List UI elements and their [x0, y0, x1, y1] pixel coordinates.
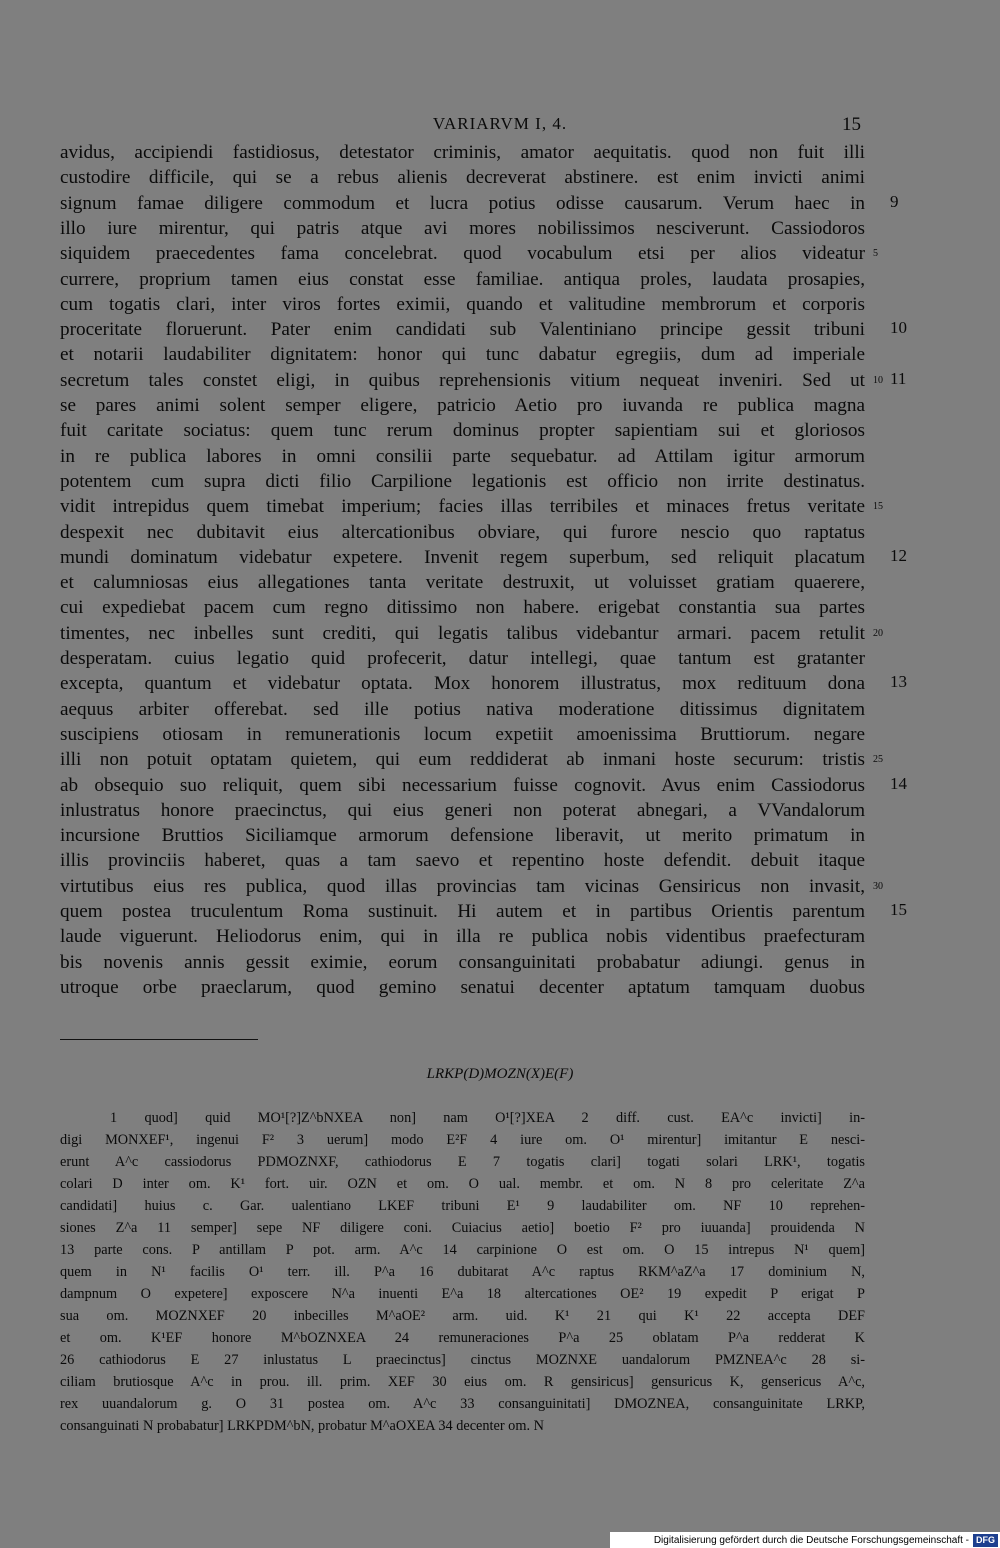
line-number: 25	[873, 754, 883, 766]
text-line: illo iure mirentur, qui patris atque avi mores nobilissimos nesciverunt. Cassiodoros	[60, 217, 865, 239]
line-number: 15	[873, 501, 883, 513]
text-line: custodire difficile, qui se a rebus alienis decreverat abstinere. est enim invicti animi	[60, 167, 865, 189]
text-line: proceritate floruerunt. Pater enim candidati sub Valentiniano principe gessit tribuni	[60, 319, 865, 341]
text-line: utroque orbe praeclarum, quod gemino senatui decenter aptatum tamquam duobus	[60, 976, 865, 998]
apparatus-line: 26 cathiodorus E 27 inlustatus L praecinctus] cinctus MOZNXE uandalorum PMZNEA^c 28 si-	[60, 1352, 865, 1368]
apparatus-line: ciliam brutiosque A^c in prou. ill. prim. XEF 30 eius om. R gensiricus] gensuricus K, gensericus A^c,	[60, 1374, 865, 1390]
text-line: desperatam. cuius legatio quid profecerit, datur intellegi, quae tantum est gratanter	[60, 648, 865, 669]
credit-text: Digitalisierung gefördert durch die Deutsche Forschungsgemeinschaft -	[653, 1534, 969, 1546]
text-line: cui expediebat pacem cum regno ditissimo non habere. erigebat constantia sua partes	[60, 597, 865, 619]
text-line: timentes, nec inbelles sunt crediti, qui legatis talibus videbantur armari. pacem retulit	[60, 622, 865, 644]
dfg-logo: DFG	[973, 1534, 998, 1547]
apparatus-line: siones Z^a 11 semper] sepe NF diligere coni. Cuiacius aetio] boetio F² pro iuuanda] prouidenda N	[60, 1220, 865, 1236]
apparatus-line: digi MONXEF¹, ingenui F² 3 uerum] modo E²F 4 iure om. O¹ mirentur] imitantur E nesci-	[60, 1132, 865, 1148]
section-number: 11	[890, 368, 907, 388]
apparatus-line: 13 parte cons. P antillam P pot. arm. A^c 14 carpinione O est om. O 15 intrepus N¹ quem]	[60, 1242, 865, 1258]
text-line: quem postea truculentum Roma sustinuit. Hi autem et in partibus Orientis parentum	[60, 901, 865, 922]
section-number: 12	[890, 545, 907, 565]
text-line: currere, proprium tamen eius constat esse familiae. antiqua proles, laudata prosapies,	[60, 268, 865, 290]
apparatus-line: sua om. MOZNXEF 20 inbecilles M^aOE² arm. uid. K¹ 21 qui K¹ 22 accepta DEF	[60, 1308, 865, 1324]
section-number: 14	[890, 773, 907, 793]
apparatus-line: consanguinati N probabatur] LRKPDM^bN, probatur M^aOXEA 34 decenter om. N	[60, 1418, 544, 1434]
section-number: 10	[890, 318, 907, 338]
digitization-credit-bar	[610, 1532, 1000, 1548]
text-line: se pares animi solent semper eligere, patricio Aetio pro iuvanda re publica magna	[60, 395, 865, 416]
text-line: et calumniosas eius allegationes tanta veritate destruxit, ut voluisset gratiam quaerere,	[60, 572, 865, 594]
text-line: ab obsequio suo reliquit, quem sibi necessarium fuisse cognovit. Avus enim Cassiodorus	[60, 774, 865, 796]
text-line: potentem cum supra dicti filio Carpilione legationis est officio non irrite destinatus.	[60, 470, 865, 492]
apparatus-line: colari D inter om. K¹ fort. uir. OZN et om. O ual. membr. et om. N 8 pro celeritate Z^a	[60, 1176, 865, 1192]
text-line: cum togatis clari, inter viros fortes eximii, quando et valitudine membrorum et corporis	[60, 293, 865, 315]
text-line: despexit nec dubitavit eius altercationibus obviare, qui furore nescio quo raptatus	[60, 521, 865, 543]
apparatus-line: dampnum O expetere] exposcere N^a inuenti E^a 18 altercationes OE² 19 expedit P erigat P	[60, 1286, 865, 1302]
text-line: siquidem praecedentes fama concelebrat. quod vocabulum etsi per alios videatur	[60, 243, 865, 265]
section-number: 13	[890, 672, 907, 692]
text-line: excepta, quantum et videbatur optata. Mox honorem illustratus, mox redituum dona	[60, 673, 865, 695]
running-header: VARIARVM I, 4.	[432, 114, 568, 133]
apparatus-line: 1 quod] quid MO¹[?]Z^bNXEA non] nam O¹[?]XEA 2 diff. cust. EA^c invicti] in-	[110, 1110, 865, 1126]
line-number: 10	[873, 374, 883, 386]
text-line: signum famae diligere commodum et lucra potius odisse causarum. Verum haec in	[60, 192, 865, 214]
text-line: fuit caritate sociatus: quem tunc rerum dominus propter sapientiam sui et gloriosos	[60, 420, 865, 442]
text-line: vidit intrepidus quem timebat imperium; facies illas terribiles et minaces fretus veritate	[60, 496, 865, 518]
line-number: 5	[873, 248, 878, 260]
footnote-rule	[60, 1039, 258, 1040]
apparatus-line: quem in N¹ facilis O¹ terr. ill. P^a 16 dubitarat A^c raptus RKM^aZ^a 17 dominium N,	[60, 1264, 865, 1280]
text-line: mundi dominatum videbatur expetere. Invenit regem superbum, sed reliquit placatum	[60, 546, 865, 568]
text-line: virtutibus eius res publica, quod illas provincias tam vicinas Gensiricus non invasit,	[60, 875, 865, 897]
text-line: incursione Bruttios Siciliamque armorum defensione liberavit, ut merito primatum in	[60, 825, 865, 847]
apparatus-line: erunt A^c cassiodorus PDMOZNXF, cathiodorus E 7 togatis clari] togati solari LRK¹, togatis	[60, 1154, 865, 1170]
apparatus-line: et om. K¹EF honore M^bOZNXEA 24 remuneraciones P^a 25 oblatam P^a redderat K	[60, 1330, 865, 1346]
apparatus-line: candidati] huius c. Gar. ualentiano LKEF tribuni E¹ 9 laudabiliter om. NF 10 reprehen-	[60, 1198, 865, 1214]
line-number: 30	[873, 880, 883, 892]
section-number: 9	[890, 191, 899, 211]
text-line: et notarii laudabiliter dignitatem: honor qui tunc dabatur egregiis, dum ad imperiale	[60, 344, 865, 366]
section-number: 15	[890, 900, 907, 919]
line-number: 20	[873, 627, 883, 639]
text-line: suscipiens otiosam in remunerationis locum expetiit amoenissima Bruttiorum. negare	[60, 723, 865, 745]
text-line: inlustratus honore praecinctus, qui eius generi non poterat abnegari, a VVandalorum	[60, 799, 865, 821]
text-line: secretum tales constet eligi, in quibus reprehensionis vitium nequeat inveniri. Sed ut	[60, 369, 865, 391]
apparatus-sigla: LRKP(D)MOZN(X)E(F)	[426, 1066, 574, 1082]
text-line: illis provinciis haberet, quas a tam saevo et repentino hoste defendit. debuit itaque	[60, 850, 865, 872]
text-line: aequus arbiter offerebat. sed ille potius nativa moderatione ditissimus dignitatem	[60, 698, 865, 720]
text-line: in re publica labores in omni consilii parte sequebatur. ad Attilam igitur armorum	[60, 445, 865, 467]
text-line: illi non potuit optatam quietem, qui eum reddiderat ab inmani hoste securum: tristis	[60, 749, 865, 771]
text-line: laude viguerunt. Heliodorus enim, qui in illa re publica nobis videntibus praefecturam	[60, 926, 865, 948]
page-number: 15	[842, 114, 861, 135]
text-line: avidus, accipiendi fastidiosus, detestator criminis, amator aequitatis. quod non fuit illi	[60, 142, 865, 163]
apparatus-line: rex uuandalorum g. O 31 postea om. A^c 33 consanguinitati] DMOZNEA, consanguinitate LRKP,	[60, 1396, 865, 1412]
text-line: bis novenis annis gessit eximie, eorum consanguinitati probabatur adiungi. genus in	[60, 951, 865, 973]
